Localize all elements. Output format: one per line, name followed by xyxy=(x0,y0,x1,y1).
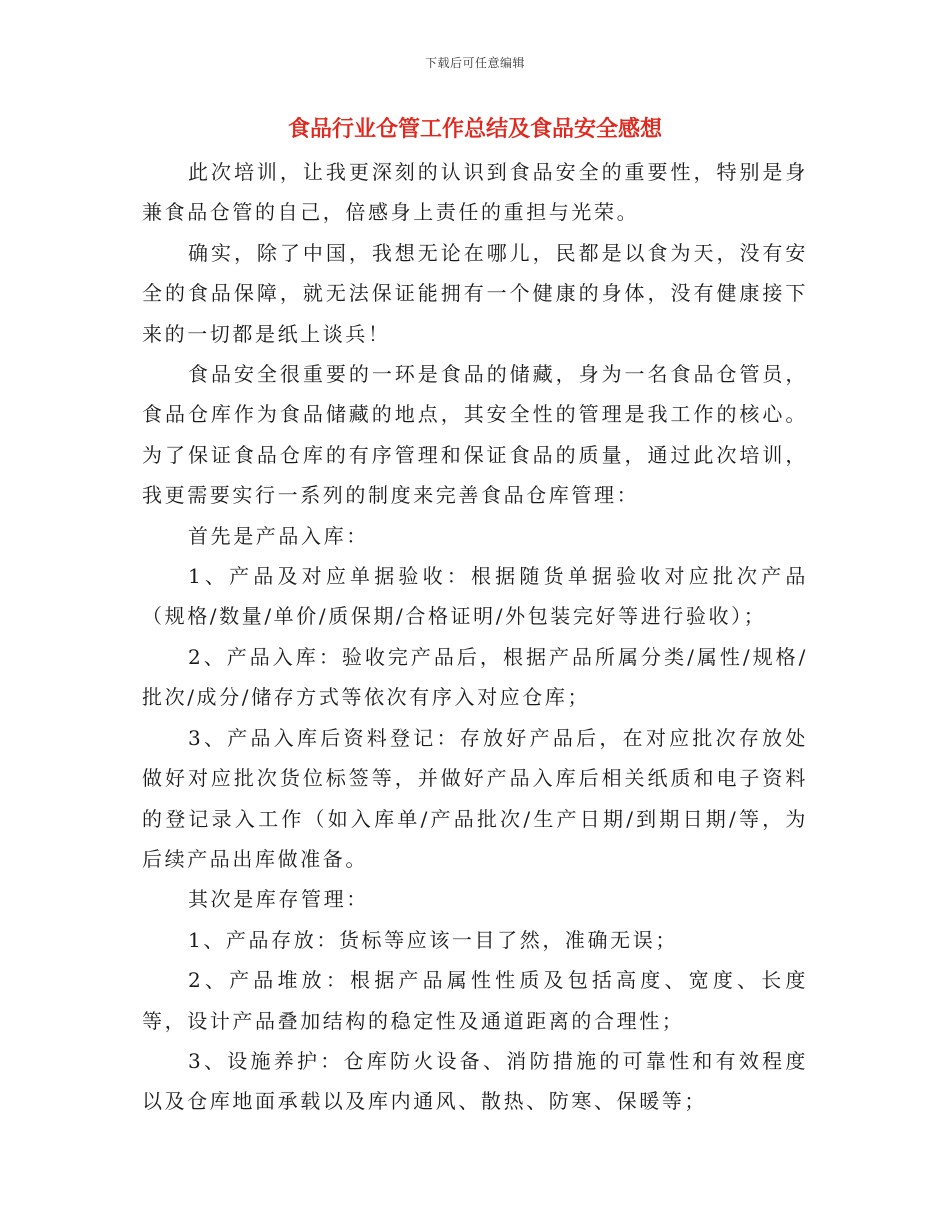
list-item: 2、产品堆放：根据产品属性性质及包括高度、宽度、长度等，设计产品叠加结构的稳定性及通道距离的合理性； xyxy=(142,968,808,1033)
section-heading: 首先是产品入库： xyxy=(188,523,369,548)
document-title: 食品行业仓管工作总结及食品安全感想 xyxy=(287,117,662,142)
list-item: 3、产品入库后资料登记：存放好产品后，在对应批次存放处做好对应批次货位标签等，并做好产品入库后相关纸质和电子资料的登记录入工作（如入库单/产品批次/生产日期/到期日期/等，为后续产品出库做准备。 xyxy=(142,725,808,871)
document-body xyxy=(142,152,808,1122)
paragraph: 确实，除了中国，我想无论在哪儿，民都是以食为天，没有安全的食品保障，就无法保证能拥有一个健康的身体，没有健康接下来的一切都是纸上谈兵！ xyxy=(142,240,808,346)
header-note: 下载后可任意编辑 xyxy=(424,56,525,70)
list-item: 1、产品及对应单据验收：根据随货单据验收对应批次产品（规格/数量/单价/质保期/合格证明/外包装完好等进行验收）； xyxy=(142,564,808,629)
list-item: 2、产品入库：验收完产品后，根据产品所属分类/属性/规格/批次/成分/储存方式等依次有序入对应仓库； xyxy=(142,644,808,710)
list-item: 1、产品存放：货标等应该一目了然，准确无误； xyxy=(188,927,678,952)
list-item: 3、设施养护：仓库防火设备、消防措施的可靠性和有效程度以及仓库地面承载以及库内通风、散热、防寒、保暖等； xyxy=(142,1048,808,1114)
section-heading: 其次是库存管理： xyxy=(188,887,369,912)
paragraph: 此次培训，让我更深刻的认识到食品安全的重要性，特别是身兼食品仓管的自己，倍感身上责任的重担与光荣。 xyxy=(142,160,808,225)
paragraph: 食品安全很重要的一环是食品的储藏，身为一名食品仓管员，食品仓库作为食品储藏的地点，其安全性的管理是我工作的核心。为了保证食品仓库的有序管理和保证食品的质量，通过此次培训，我更需要实行一系列的制度来完善食品仓库管理： xyxy=(142,362,808,508)
